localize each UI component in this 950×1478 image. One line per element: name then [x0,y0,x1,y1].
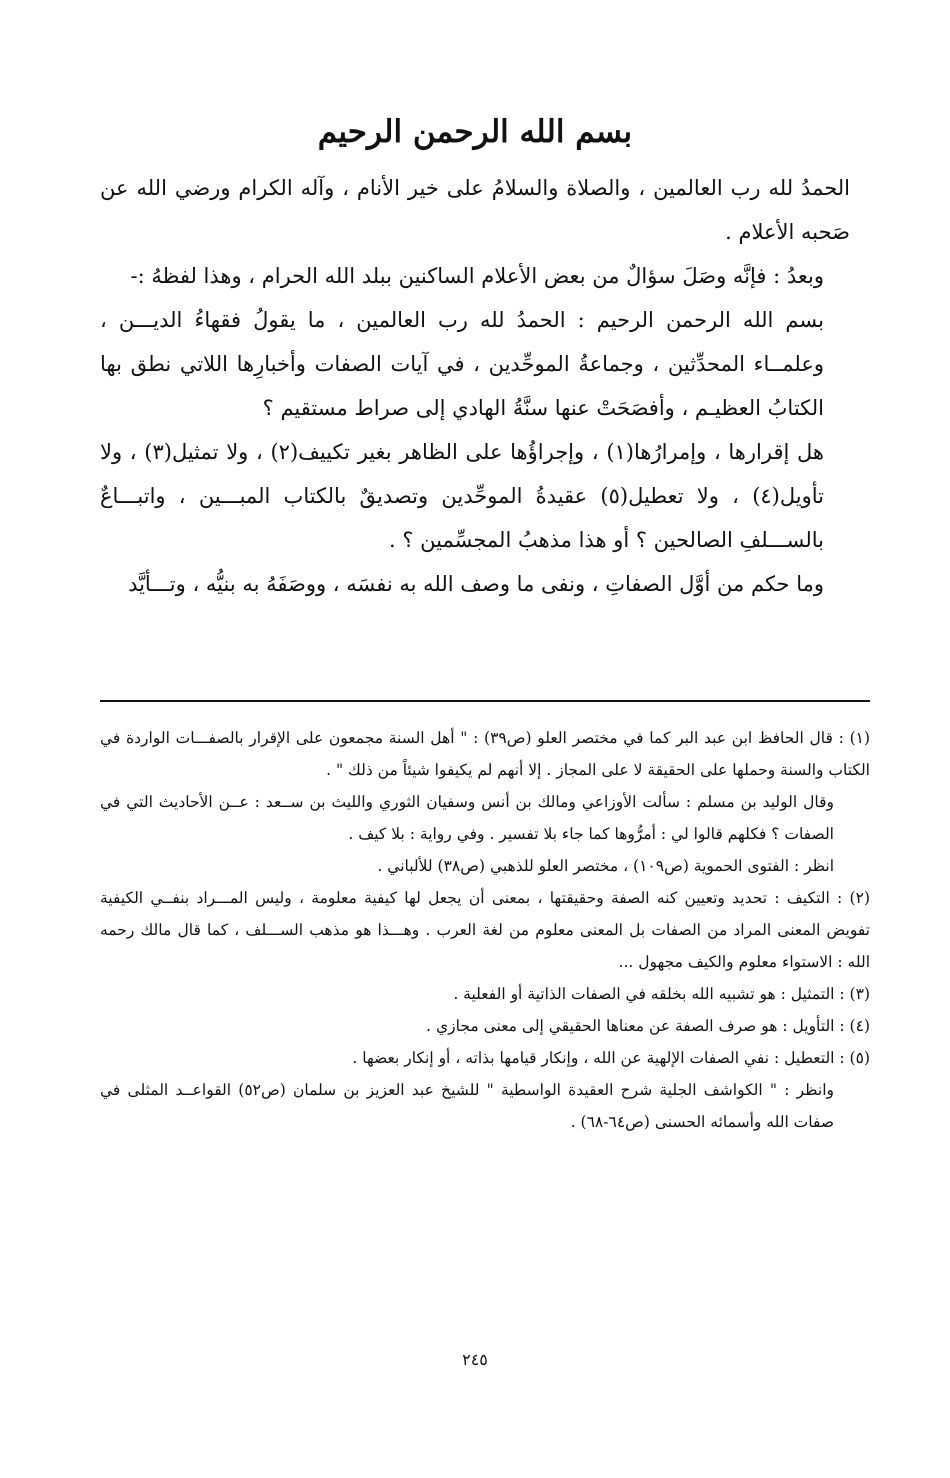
footnote-divider [100,700,870,702]
footnote-1: (١) : قال الحافظ ابن عبد البر كما في مختصر العلو (ص٣٩) : " أهل السنة مجمعون على الإقرار بالصفـــات الواردة في الكتاب والسنة وحملها على الحقيقة لا على المجاز . إلا أنهم لم يكيفوا شيئاً من ذلك " . [100,729,871,779]
footnotes-block [100,722,870,1138]
footnote-4: (٤) : التأويل : هو صرف الصفة عن معناها الحقيقي إلى معنى مجازي . [426,1017,870,1035]
paragraph-3: بسم الله الرحمن الرحيم : الحمدُ لله رب العالمين ، ما يقولُ فقهاءُ الديـــن ، وعلمــاء المحدِّثين ، وجماعةُ الموحِّدين ، في آيات الصفات وأخبارِها اللاتي نطق بها الكتابُ العظيـم ، وأفصَحَتْ عنها سنَّةُ الهادي إلى صراط مستقيم ؟ [100,308,824,420]
footnote-3: (٣) : التمثيل : هو تشبيه الله بخلقه في الصفات الذاتية أو الفعلية . [453,985,870,1003]
page-number: ٢٤٥ [462,1350,488,1369]
footnote-2: (٢) : التكيف : تحديد وتعيين كنه الصفة وحقيقتها ، بمعنى أن يجعل لها كيفية معلومة ، وليس المـــراد بنفــي الكيفية تفويض المعنى المراد من الصفات بل المعنى معلوم من لغة العرب . وهـــذا هو مذهب الســـلف ، كما قال مالك رحمه الله : الاستواء معلوم والكيف مجهول ... [100,889,870,971]
footnote-5: (٥) : التعطيل : نفي الصفات الإلهية عن الله ، وإنكار قيامها بذاته ، أو إنكار بعضها . [352,1049,870,1067]
main-text-block [100,108,850,606]
paragraph-4: هل إقرارها ، وإمرارُها(١) ، وإجراؤُها على الظاهر بغير تكييف(٢) ، ولا تمثيل(٣) ، ولا تأويل(٤) ، ولا تعطيل(٥) عقيدةُ الموحِّدين وتصديقٌ بالكتاب المبـــين ، واتبـــاعٌ بالســـلفِ الصالحين ؟ أو هذا مذهبُ المجسِّمين ؟ . [100,440,824,552]
paragraph-1: الحمدُ لله رب العالمين ، والصلاة والسلامُ على خير الأنام ، وآله الكرام ورضي الله عن صَحبه الأعلام . [100,176,850,244]
page-title: بسم الله الرحمن الرحيم [317,114,633,150]
paragraph-2: وبعدُ : فإنَّه وصَلَ سؤالٌ من بعض الأعلام الساكنين ببلد الله الحرام ، وهذا لفظهُ :- [130,264,824,288]
footnote-5-reference: وانظر : " الكواشف الجلية شرح العقيدة الواسطية " للشيخ عبد العزيز بن سلمان (ص٥٢) القواعــد المثلى في صفات الله وأسمائه الحسنى (ص٦٤-٦٨) . [100,1081,834,1131]
paragraph-5: وما حكم من أوَّل الصفاتِ ، ونفى ما وصف الله به نفسَه ، ووصَفَهُ به بنيُّه ، وتـــأيَّد [128,572,824,596]
footnote-1-reference: انظر : الفتوى الحموية (ص١٠٩) ، مختصر العلو للذهبي (ص٣٨) للألباني . [377,857,834,875]
footnote-1-continued: وقال الوليد بن مسلم : سألت الأوزاعي ومالك بن أنس وسفيان الثوري والليث بن ســعد : عــن الأحاديث التي في الصفات ؟ فكلهم قالوا لي : أمرُّوها كما جاء بلا تفسير . وفي رواية : بلا كيف . [100,793,834,843]
